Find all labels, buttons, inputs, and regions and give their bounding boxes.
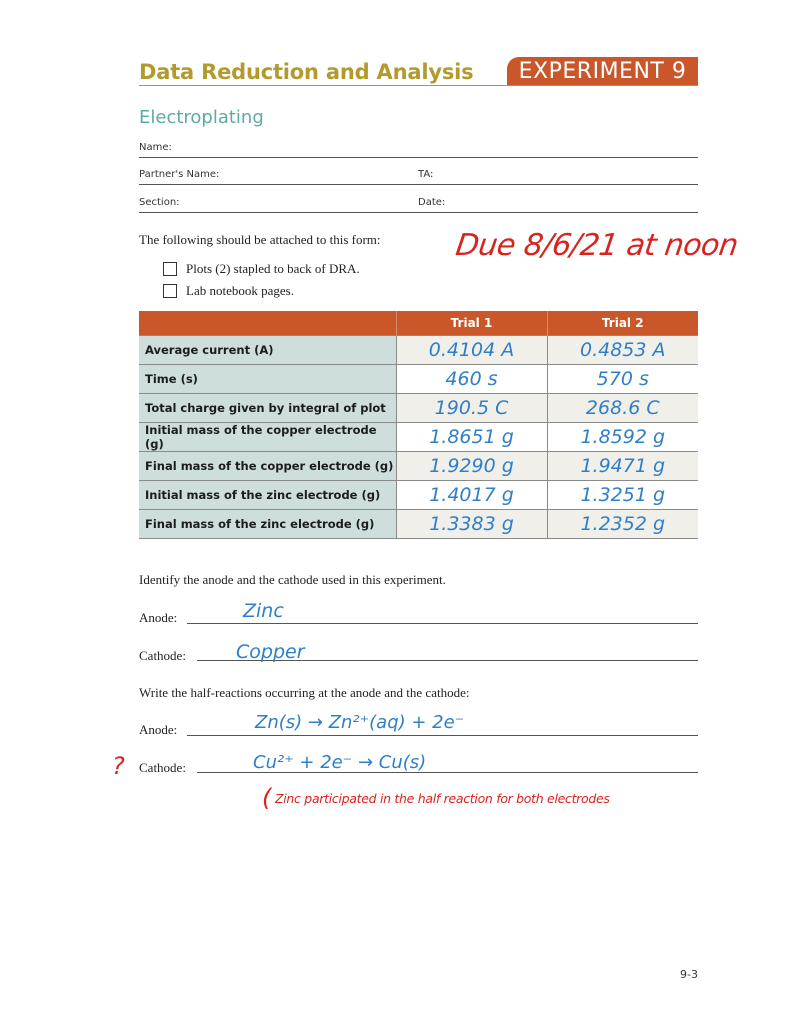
q2-anode-answer: Zn(s) → Zn²⁺(aq) + 2e⁻ (255, 712, 465, 733)
trial-2-value[interactable]: 1.3251 g (547, 481, 698, 510)
trial-2-value[interactable]: 1.2352 g (547, 510, 698, 539)
table-header-blank (139, 311, 396, 336)
plots-checkbox[interactable] (163, 262, 177, 276)
q1-anode-field[interactable] (187, 623, 698, 624)
table-row (139, 423, 698, 452)
q1-anode-label: Anode: (139, 610, 178, 625)
trial-1-value[interactable]: 1.4017 g (396, 481, 547, 510)
section-title: Data Reduction and Analysis (139, 60, 474, 84)
date-label: Date: (418, 197, 446, 208)
row-label: Initial mass of the copper electrode (g) (139, 423, 396, 452)
trial-2-value[interactable]: 570 s (547, 365, 698, 394)
q2-cathode-label: Cathode: (139, 760, 186, 775)
trial-2-value[interactable]: 1.8592 g (547, 423, 698, 452)
q1-cathode-label: Cathode: (139, 648, 186, 663)
row-label: Time (s) (139, 365, 396, 394)
name-label: Name: (139, 142, 172, 153)
trial-2-value[interactable]: 268.6 C (547, 394, 698, 423)
header-divider (139, 85, 698, 86)
partner-name-field[interactable] (139, 184, 698, 185)
row-label: Final mass of the copper electrode (g) (139, 452, 396, 481)
table-row (139, 365, 698, 394)
question-half-reactions: Write the half-reactions occurring at the anode and the cathode: (139, 685, 470, 700)
table-row (139, 452, 698, 481)
data-table (139, 311, 698, 539)
notebook-checkbox-label: Lab notebook pages. (186, 283, 294, 298)
section-field[interactable] (139, 212, 698, 213)
ta-label: TA: (418, 169, 434, 180)
section-label: Section: (139, 197, 180, 208)
row-label: Final mass of the zinc electrode (g) (139, 510, 396, 539)
attachments-intro: The following should be attached to this form: (139, 232, 381, 247)
grader-question-mark: ? (112, 752, 125, 780)
table-row (139, 510, 698, 539)
trial-2-value[interactable]: 1.9471 g (547, 452, 698, 481)
trial-1-value[interactable]: 1.3383 g (396, 510, 547, 539)
due-date-note: Due 8/6/21 at noon (453, 228, 741, 263)
column-header-trial-2: Trial 2 (547, 311, 698, 336)
q2-anode-field[interactable] (187, 735, 698, 736)
trial-1-value[interactable]: 1.9290 g (396, 452, 547, 481)
name-field[interactable] (139, 157, 698, 158)
row-label: Average current (A) (139, 336, 396, 365)
trial-1-value[interactable]: 460 s (396, 365, 547, 394)
column-header-trial-1: Trial 1 (396, 311, 547, 336)
row-label: Total charge given by integral of plot (139, 394, 396, 423)
grader-comment: Zinc participated in the half reaction for both electrodes (275, 791, 610, 806)
experiment-badge: EXPERIMENT 9 (507, 57, 698, 86)
row-label: Initial mass of the zinc electrode (g) (139, 481, 396, 510)
plots-checkbox-label: Plots (2) stapled to back of DRA. (186, 261, 360, 276)
trial-2-value[interactable]: 0.4853 A (547, 336, 698, 365)
q1-cathode-answer: Copper (236, 641, 305, 663)
partner-name-label: Partner's Name: (139, 169, 220, 180)
q2-anode-label: Anode: (139, 722, 178, 737)
q1-anode-answer: Zinc (243, 600, 284, 622)
trial-1-value[interactable]: 0.4104 A (396, 336, 547, 365)
grader-bracket: ( (262, 784, 272, 812)
experiment-subtitle: Electroplating (139, 107, 264, 128)
q2-cathode-answer: Cu²⁺ + 2e⁻ → Cu(s) (253, 752, 427, 773)
trial-1-value[interactable]: 1.8651 g (396, 423, 547, 452)
question-anode-cathode: Identify the anode and the cathode used in this experiment. (139, 572, 446, 587)
page-number: 9-3 (680, 968, 698, 981)
trial-1-value[interactable]: 190.5 C (396, 394, 547, 423)
table-row (139, 481, 698, 510)
notebook-checkbox[interactable] (163, 284, 177, 298)
table-row (139, 394, 698, 423)
table-row (139, 336, 698, 365)
